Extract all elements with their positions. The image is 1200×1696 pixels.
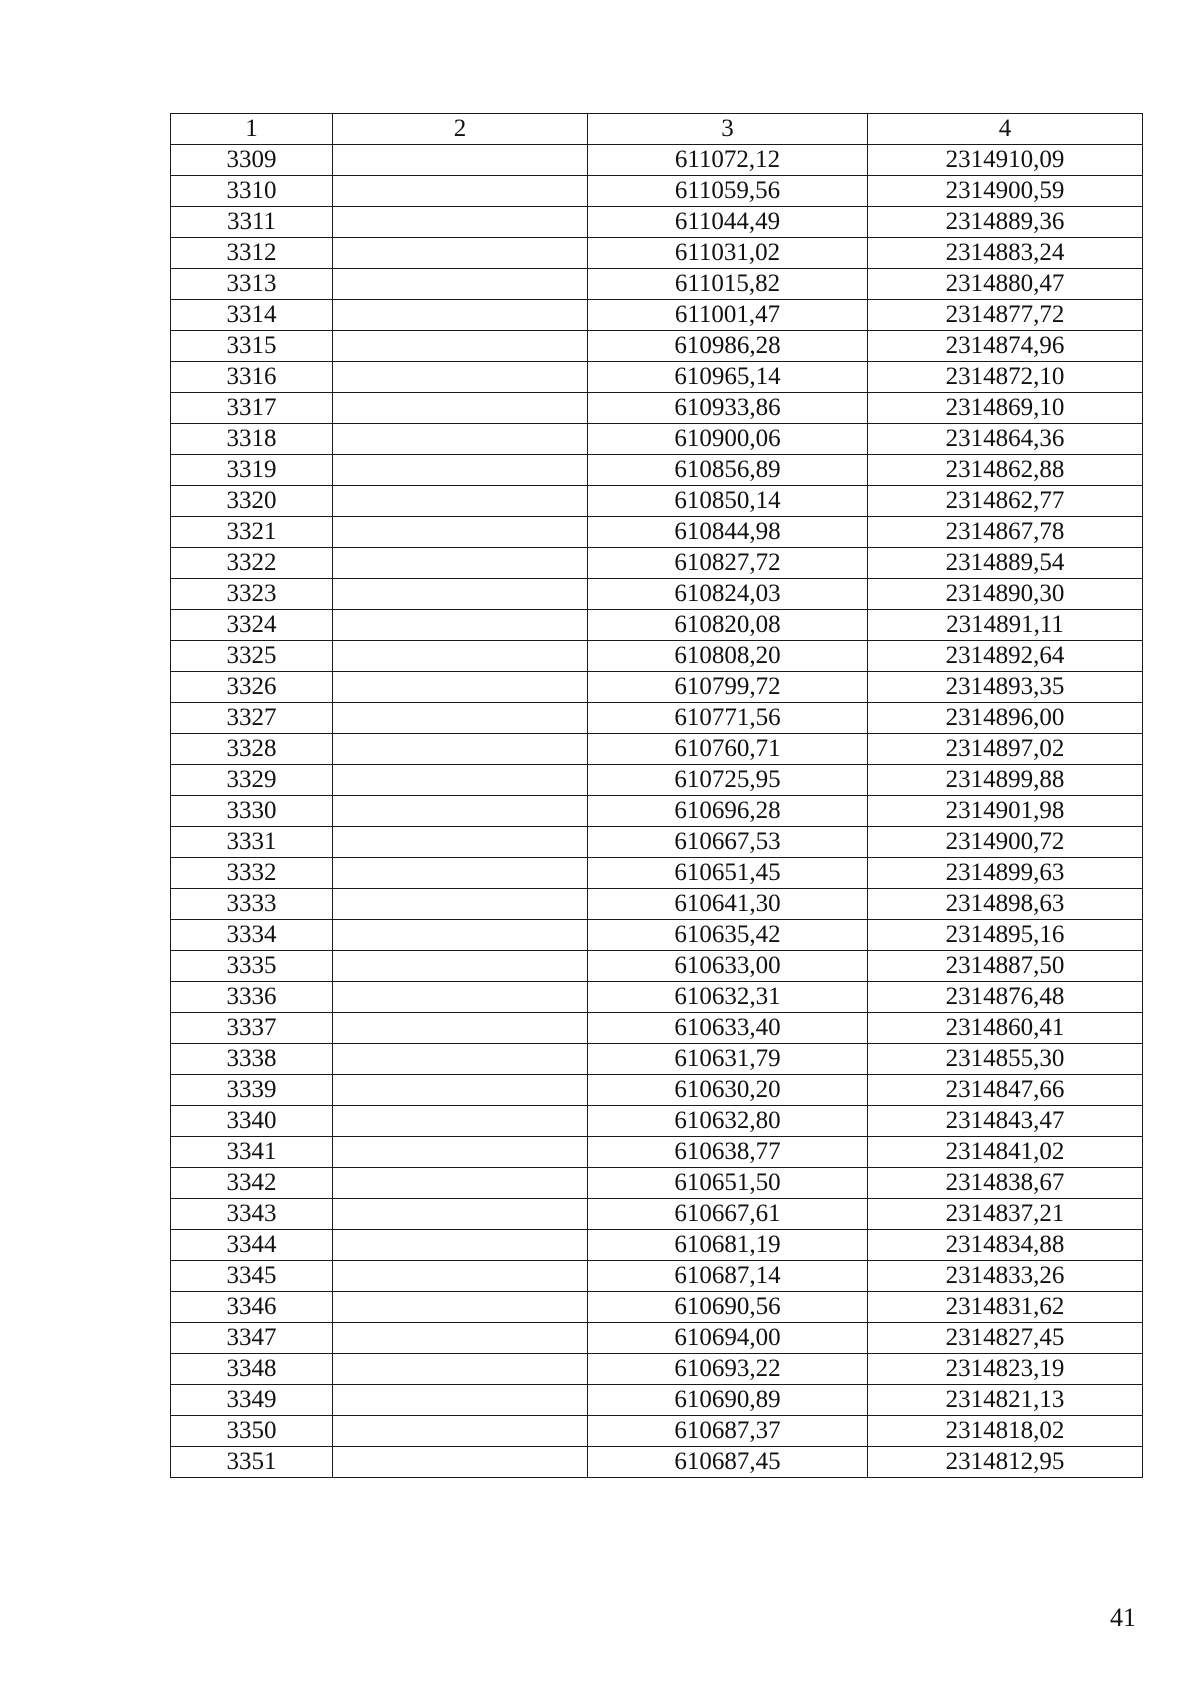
y-coordinate-cell: 2314877,72 — [868, 300, 1143, 331]
table-row — [171, 1106, 1143, 1137]
y-coordinate-cell: 2314834,88 — [868, 1230, 1143, 1261]
x-coordinate-cell: 610638,77 — [588, 1137, 868, 1168]
blank-cell — [333, 1106, 588, 1137]
blank-cell — [333, 579, 588, 610]
x-coordinate-cell: 611015,82 — [588, 269, 868, 300]
point-number-cell: 3316 — [171, 362, 333, 393]
blank-cell — [333, 920, 588, 951]
point-number-cell: 3337 — [171, 1013, 333, 1044]
blank-cell — [333, 176, 588, 207]
y-coordinate-cell: 2314862,88 — [868, 455, 1143, 486]
x-coordinate-cell: 610630,20 — [588, 1075, 868, 1106]
table-row — [171, 796, 1143, 827]
table-row — [171, 1168, 1143, 1199]
point-number-cell: 3348 — [171, 1354, 333, 1385]
table-row — [171, 1323, 1143, 1354]
x-coordinate-cell: 610827,72 — [588, 548, 868, 579]
blank-cell — [333, 641, 588, 672]
point-number-cell: 3328 — [171, 734, 333, 765]
table-row — [171, 1447, 1143, 1478]
table-row — [171, 1354, 1143, 1385]
point-number-cell: 3314 — [171, 300, 333, 331]
table-row — [171, 331, 1143, 362]
point-number-cell: 3327 — [171, 703, 333, 734]
table-row — [171, 1044, 1143, 1075]
table-row — [171, 548, 1143, 579]
x-coordinate-cell: 610667,61 — [588, 1199, 868, 1230]
blank-cell — [333, 393, 588, 424]
y-coordinate-cell: 2314833,26 — [868, 1261, 1143, 1292]
point-number-cell: 3317 — [171, 393, 333, 424]
point-number-cell: 3312 — [171, 238, 333, 269]
y-coordinate-cell: 2314821,13 — [868, 1385, 1143, 1416]
y-coordinate-cell: 2314874,96 — [868, 331, 1143, 362]
table-row — [171, 300, 1143, 331]
x-coordinate-cell: 610681,19 — [588, 1230, 868, 1261]
y-coordinate-cell: 2314876,48 — [868, 982, 1143, 1013]
column-header-4: 4 — [868, 114, 1143, 145]
table-row — [171, 1292, 1143, 1323]
point-number-cell: 3346 — [171, 1292, 333, 1323]
y-coordinate-cell: 2314841,02 — [868, 1137, 1143, 1168]
y-coordinate-cell: 2314900,59 — [868, 176, 1143, 207]
blank-cell — [333, 1013, 588, 1044]
point-number-cell: 3320 — [171, 486, 333, 517]
y-coordinate-cell: 2314895,16 — [868, 920, 1143, 951]
x-coordinate-cell: 611001,47 — [588, 300, 868, 331]
blank-cell — [333, 145, 588, 176]
table-row — [171, 1075, 1143, 1106]
x-coordinate-cell: 610799,72 — [588, 672, 868, 703]
blank-cell — [333, 610, 588, 641]
point-number-cell: 3332 — [171, 858, 333, 889]
x-coordinate-cell: 610690,89 — [588, 1385, 868, 1416]
point-number-cell: 3313 — [171, 269, 333, 300]
table-row — [171, 579, 1143, 610]
blank-cell — [333, 362, 588, 393]
y-coordinate-cell: 2314864,36 — [868, 424, 1143, 455]
blank-cell — [333, 1354, 588, 1385]
y-coordinate-cell: 2314889,36 — [868, 207, 1143, 238]
table-row — [171, 486, 1143, 517]
blank-cell — [333, 1323, 588, 1354]
x-coordinate-cell: 610696,28 — [588, 796, 868, 827]
blank-cell — [333, 796, 588, 827]
x-coordinate-cell: 610632,80 — [588, 1106, 868, 1137]
column-header-2: 2 — [333, 114, 588, 145]
y-coordinate-cell: 2314887,50 — [868, 951, 1143, 982]
x-coordinate-cell: 610965,14 — [588, 362, 868, 393]
table-row — [171, 1199, 1143, 1230]
x-coordinate-cell: 611072,12 — [588, 145, 868, 176]
y-coordinate-cell: 2314843,47 — [868, 1106, 1143, 1137]
table-row — [171, 1385, 1143, 1416]
table-row — [171, 703, 1143, 734]
y-coordinate-cell: 2314823,19 — [868, 1354, 1143, 1385]
y-coordinate-cell: 2314860,41 — [868, 1013, 1143, 1044]
blank-cell — [333, 1292, 588, 1323]
page-number: 41 — [1110, 1603, 1136, 1632]
blank-cell — [333, 517, 588, 548]
x-coordinate-cell: 611031,02 — [588, 238, 868, 269]
x-coordinate-cell: 610651,45 — [588, 858, 868, 889]
x-coordinate-cell: 610667,53 — [588, 827, 868, 858]
x-coordinate-cell: 610641,30 — [588, 889, 868, 920]
table-row — [171, 889, 1143, 920]
point-number-cell: 3335 — [171, 951, 333, 982]
point-number-cell: 3326 — [171, 672, 333, 703]
x-coordinate-cell: 610760,71 — [588, 734, 868, 765]
table-row — [171, 424, 1143, 455]
x-coordinate-cell: 610687,45 — [588, 1447, 868, 1478]
table-row — [171, 951, 1143, 982]
point-number-cell: 3329 — [171, 765, 333, 796]
blank-cell — [333, 486, 588, 517]
table-row — [171, 610, 1143, 641]
y-coordinate-cell: 2314890,30 — [868, 579, 1143, 610]
table-row — [171, 734, 1143, 765]
y-coordinate-cell: 2314827,45 — [868, 1323, 1143, 1354]
x-coordinate-cell: 610900,06 — [588, 424, 868, 455]
y-coordinate-cell: 2314910,09 — [868, 145, 1143, 176]
point-number-cell: 3324 — [171, 610, 333, 641]
x-coordinate-cell: 610633,00 — [588, 951, 868, 982]
table-row — [171, 641, 1143, 672]
point-number-cell: 3338 — [171, 1044, 333, 1075]
point-number-cell: 3347 — [171, 1323, 333, 1354]
point-number-cell: 3345 — [171, 1261, 333, 1292]
table-row — [171, 238, 1143, 269]
point-number-cell: 3325 — [171, 641, 333, 672]
point-number-cell: 3315 — [171, 331, 333, 362]
y-coordinate-cell: 2314838,67 — [868, 1168, 1143, 1199]
table-row — [171, 982, 1143, 1013]
y-coordinate-cell: 2314880,47 — [868, 269, 1143, 300]
point-number-cell: 3351 — [171, 1447, 333, 1478]
blank-cell — [333, 455, 588, 486]
blank-cell — [333, 269, 588, 300]
x-coordinate-cell: 610631,79 — [588, 1044, 868, 1075]
blank-cell — [333, 300, 588, 331]
table-row — [171, 1013, 1143, 1044]
y-coordinate-cell: 2314867,78 — [868, 517, 1143, 548]
y-coordinate-cell: 2314883,24 — [868, 238, 1143, 269]
point-number-cell: 3311 — [171, 207, 333, 238]
x-coordinate-cell: 610690,56 — [588, 1292, 868, 1323]
point-number-cell: 3342 — [171, 1168, 333, 1199]
y-coordinate-cell: 2314818,02 — [868, 1416, 1143, 1447]
table-row — [171, 920, 1143, 951]
table-row — [171, 1261, 1143, 1292]
point-number-cell: 3336 — [171, 982, 333, 1013]
x-coordinate-cell: 610844,98 — [588, 517, 868, 548]
point-number-cell: 3343 — [171, 1199, 333, 1230]
blank-cell — [333, 951, 588, 982]
table-row — [171, 1416, 1143, 1447]
x-coordinate-cell: 610850,14 — [588, 486, 868, 517]
y-coordinate-cell: 2314897,02 — [868, 734, 1143, 765]
x-coordinate-cell: 610933,86 — [588, 393, 868, 424]
point-number-cell: 3341 — [171, 1137, 333, 1168]
point-number-cell: 3330 — [171, 796, 333, 827]
y-coordinate-cell: 2314837,21 — [868, 1199, 1143, 1230]
blank-cell — [333, 1230, 588, 1261]
y-coordinate-cell: 2314831,62 — [868, 1292, 1143, 1323]
blank-cell — [333, 1137, 588, 1168]
y-coordinate-cell: 2314847,66 — [868, 1075, 1143, 1106]
point-number-cell: 3331 — [171, 827, 333, 858]
point-number-cell: 3340 — [171, 1106, 333, 1137]
y-coordinate-cell: 2314900,72 — [868, 827, 1143, 858]
y-coordinate-cell: 2314899,88 — [868, 765, 1143, 796]
x-coordinate-cell: 611044,49 — [588, 207, 868, 238]
blank-cell — [333, 331, 588, 362]
y-coordinate-cell: 2314893,35 — [868, 672, 1143, 703]
coordinates-table — [170, 113, 1143, 1478]
x-coordinate-cell: 610725,95 — [588, 765, 868, 796]
blank-cell — [333, 1199, 588, 1230]
y-coordinate-cell: 2314899,63 — [868, 858, 1143, 889]
point-number-cell: 3318 — [171, 424, 333, 455]
x-coordinate-cell: 610856,89 — [588, 455, 868, 486]
table-row — [171, 765, 1143, 796]
table-row — [171, 1137, 1143, 1168]
blank-cell — [333, 827, 588, 858]
blank-cell — [333, 982, 588, 1013]
y-coordinate-cell: 2314869,10 — [868, 393, 1143, 424]
x-coordinate-cell: 611059,56 — [588, 176, 868, 207]
point-number-cell: 3322 — [171, 548, 333, 579]
point-number-cell: 3339 — [171, 1075, 333, 1106]
x-coordinate-cell: 610632,31 — [588, 982, 868, 1013]
blank-cell — [333, 1168, 588, 1199]
point-number-cell: 3349 — [171, 1385, 333, 1416]
point-number-cell: 3321 — [171, 517, 333, 548]
column-header-1: 1 — [171, 114, 333, 145]
table-body — [171, 145, 1143, 1478]
y-coordinate-cell: 2314855,30 — [868, 1044, 1143, 1075]
point-number-cell: 3319 — [171, 455, 333, 486]
blank-cell — [333, 672, 588, 703]
table-row — [171, 858, 1143, 889]
table-row — [171, 393, 1143, 424]
blank-cell — [333, 1075, 588, 1106]
blank-cell — [333, 703, 588, 734]
x-coordinate-cell: 610771,56 — [588, 703, 868, 734]
point-number-cell: 3350 — [171, 1416, 333, 1447]
y-coordinate-cell: 2314892,64 — [868, 641, 1143, 672]
table-row — [171, 455, 1143, 486]
blank-cell — [333, 207, 588, 238]
blank-cell — [333, 238, 588, 269]
y-coordinate-cell: 2314862,77 — [868, 486, 1143, 517]
blank-cell — [333, 548, 588, 579]
blank-cell — [333, 734, 588, 765]
x-coordinate-cell: 610687,37 — [588, 1416, 868, 1447]
x-coordinate-cell: 610693,22 — [588, 1354, 868, 1385]
blank-cell — [333, 765, 588, 796]
x-coordinate-cell: 610986,28 — [588, 331, 868, 362]
column-header-3: 3 — [588, 114, 868, 145]
x-coordinate-cell: 610808,20 — [588, 641, 868, 672]
point-number-cell: 3310 — [171, 176, 333, 207]
blank-cell — [333, 889, 588, 920]
blank-cell — [333, 424, 588, 455]
table-row — [171, 672, 1143, 703]
y-coordinate-cell: 2314812,95 — [868, 1447, 1143, 1478]
y-coordinate-cell: 2314901,98 — [868, 796, 1143, 827]
y-coordinate-cell: 2314891,11 — [868, 610, 1143, 641]
table-row — [171, 827, 1143, 858]
point-number-cell: 3344 — [171, 1230, 333, 1261]
point-number-cell: 3333 — [171, 889, 333, 920]
x-coordinate-cell: 610824,03 — [588, 579, 868, 610]
x-coordinate-cell: 610820,08 — [588, 610, 868, 641]
blank-cell — [333, 858, 588, 889]
point-number-cell: 3309 — [171, 145, 333, 176]
x-coordinate-cell: 610633,40 — [588, 1013, 868, 1044]
table-row — [171, 517, 1143, 548]
table-row — [171, 1230, 1143, 1261]
x-coordinate-cell: 610694,00 — [588, 1323, 868, 1354]
point-number-cell: 3334 — [171, 920, 333, 951]
blank-cell — [333, 1447, 588, 1478]
blank-cell — [333, 1416, 588, 1447]
table-row — [171, 176, 1143, 207]
blank-cell — [333, 1044, 588, 1075]
table-header-row — [171, 114, 1143, 145]
y-coordinate-cell: 2314872,10 — [868, 362, 1143, 393]
table-row — [171, 145, 1143, 176]
point-number-cell: 3323 — [171, 579, 333, 610]
blank-cell — [333, 1261, 588, 1292]
table-row — [171, 269, 1143, 300]
x-coordinate-cell: 610651,50 — [588, 1168, 868, 1199]
x-coordinate-cell: 610687,14 — [588, 1261, 868, 1292]
y-coordinate-cell: 2314889,54 — [868, 548, 1143, 579]
table-row — [171, 207, 1143, 238]
y-coordinate-cell: 2314898,63 — [868, 889, 1143, 920]
y-coordinate-cell: 2314896,00 — [868, 703, 1143, 734]
table-row — [171, 362, 1143, 393]
blank-cell — [333, 1385, 588, 1416]
x-coordinate-cell: 610635,42 — [588, 920, 868, 951]
